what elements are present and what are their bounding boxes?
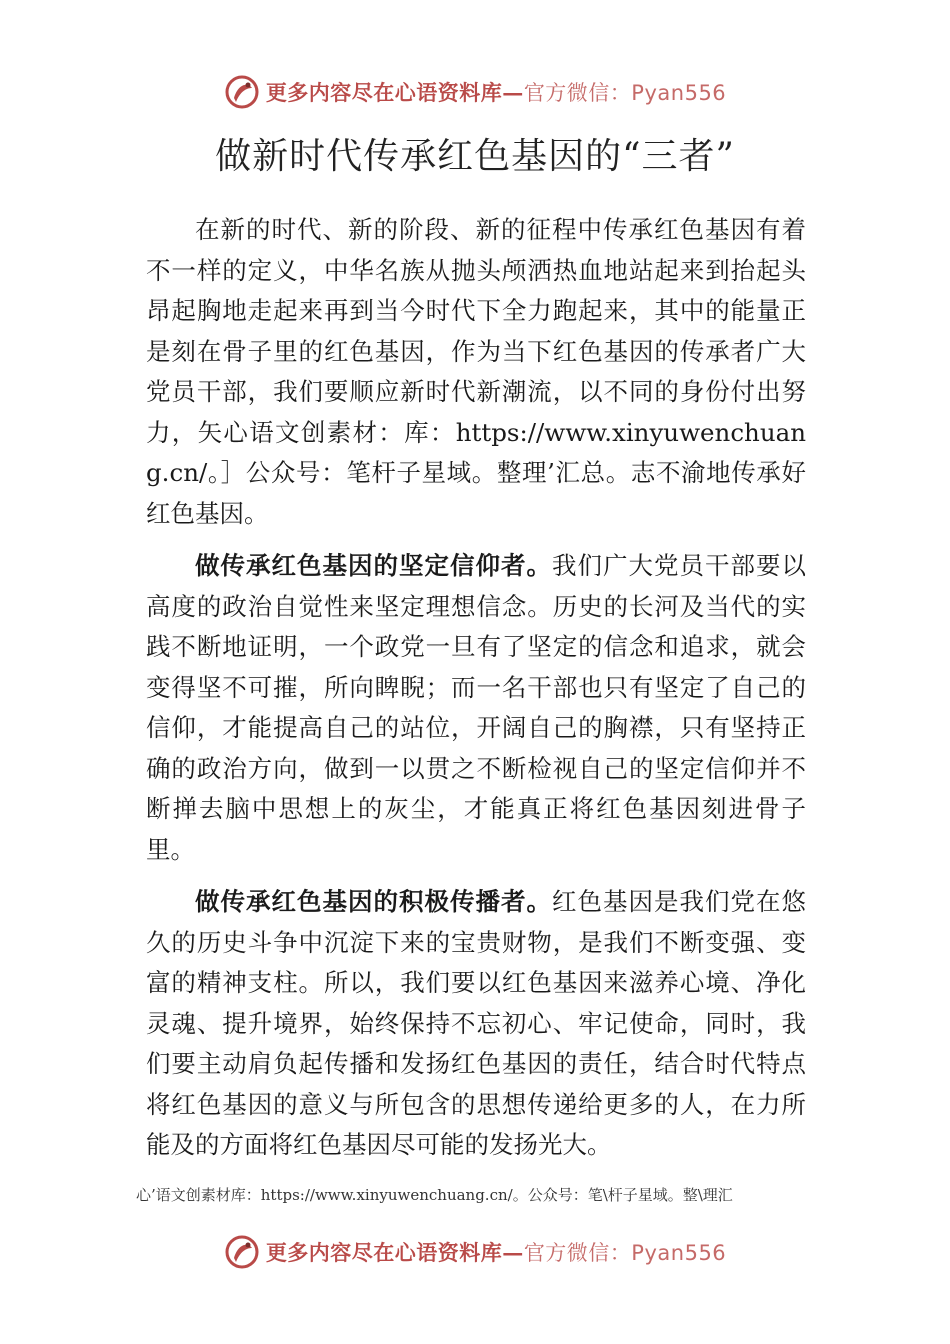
logo-icon bbox=[224, 1234, 260, 1270]
header-banner bbox=[0, 70, 950, 114]
paragraph-text: 我们广大党员干部要以高度的政治自觉性来坚定理想信念。历史的长河及当代的实践不断地证明，一个政党一旦有了坚定的信念和追求，就会变得坚不可摧，所向睥睨；而一名干部也只有坚定了自己的信仰，才能提高自己的站位，开阔自己的胸襟，只有坚持正确的政治方向，做到一以贯之不断检视自己的坚定信仰并不断掸去脑中思想上的灰尘，才能真正将红色基因刻进骨子里。 bbox=[146, 551, 806, 864]
banner-slogan: 更多内容尽在心语资料库— bbox=[265, 80, 524, 105]
paragraph-text: 红色基因是我们党在悠久的历史斗争中沉淀下来的宝贵财物，是我们不断变强、变富的精神支柱。所以，我们要以红色基因来滋养心境、净化灵魂、提升境界，始终保持不忘初心、牢记使命，同时，我们要主动肩负起传播和发扬红色基因的责任，结合时代特点将红色基因的意义与所包含的思想传递给更多的人，在力所能及的方面将红色基因尽可能的发扬光大。 bbox=[146, 887, 806, 1159]
footer-banner bbox=[0, 1230, 950, 1274]
banner-contact: 官方微信：Pyan556 bbox=[523, 81, 727, 105]
paragraph-intro bbox=[146, 210, 806, 534]
footnote-watermark: 心’语文创素材库：https://www.xinyuwenchuang.cn/。公众号：笔\杆子星域。整\理汇 bbox=[136, 1186, 733, 1204]
paragraph-lead: 做传承红色基因的积极传播者。 bbox=[195, 887, 552, 916]
document-body bbox=[146, 210, 806, 1178]
paragraph-spreader bbox=[146, 882, 806, 1166]
paragraph-believer bbox=[146, 546, 806, 870]
banner-slogan: 更多内容尽在心语资料库— bbox=[265, 1240, 524, 1265]
document-title: 做新时代传承红色基因的“三者” bbox=[215, 136, 735, 177]
paragraph-text: 在新的时代、新的阶段、新的征程中传承红色基因有着不一样的定义，中华名族从抛头颅洒热血地站起来到抬起头昂起胸地走起来再到当今时代下全力跑起来，其中的能量正是刻在骨子里的红色基因，作为当下红色基因的传承者广大党员干部，我们要顺应新时代新潮流，以不同的身份付出努力，矢心语文创素材：库：https://www.xinyuwenchuang.cn/。］公众号：笔杆子星域。整理’汇总。志不渝地传承好红色基因。 bbox=[146, 215, 806, 528]
banner-contact: 官方微信：Pyan556 bbox=[523, 1241, 727, 1265]
logo-icon bbox=[224, 74, 260, 110]
paragraph-lead: 做传承红色基因的坚定信仰者。 bbox=[195, 551, 552, 580]
